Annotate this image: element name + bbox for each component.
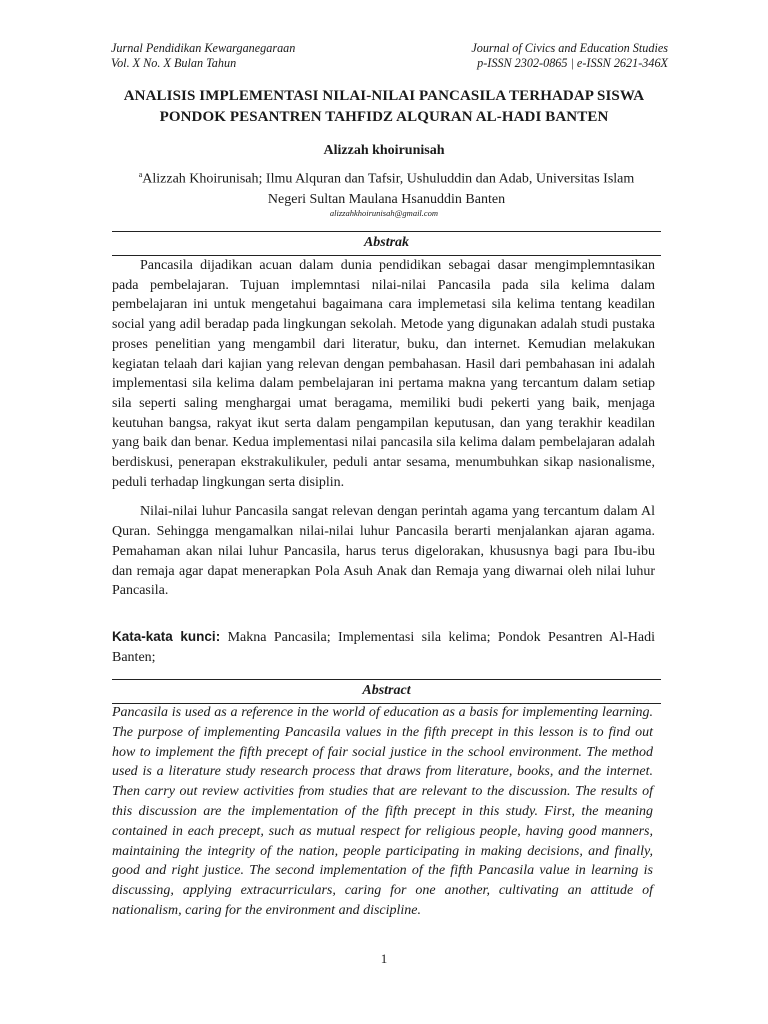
abstrak-top-rule: [112, 231, 661, 232]
abstract-heading: Abstract: [362, 683, 411, 698]
affiliation-line-2: Negeri Sultan Maulana Hsanuddin Banten: [267, 191, 506, 207]
running-header: [111, 41, 668, 71]
abstract-body: Pancasila is used as a reference in the world of education as a basis for implementing learning. The purpose of implementing Pancasila values in the fifth precept in this lesson is to find out how to implement the fifth precept of fair social justice in the school environment. The method used is a literature study research process that draws from literature, books, and the internet. Then carry out review activities from studies that are relevant to the discussion. The results of this discussion are the implementation of the fifth precept in this study. First, the meaning contained in each precept, such as mutual respect for religious people, having good manners, maintaining the integrity of the nation, people participating in making decisions, and finally, good and right justice. The second implementation of the fifth Pancasila value in learning is discussing, applying extracurriculars, caring for one another, cultivating an attitude of nationalism, caring for the environment and discipline.: [112, 705, 653, 918]
abstrak-paragraph-1: Pancasila dijadikan acuan dalam dunia pendidikan sebagai dasar mengimplemntasikan pada pembelajaran. Tujuan implemntasi nilai-nilai Pancasila pada sila kelima dalam pembelajaran ini untuk mengetahui bagaimana cara implemetasi sila kelima tentang keadilan social yang adil beradap pada lingkungan sekolah. Metode yang digunakan adalah studi pustaka proses penelitian yang mengambil dari literatur, buku, dan internet. Kemudian melakukan kegiatan telaah dari kajian yang relevan dengan pembahasan. Hasil dari pembahasan ini adalah implementasi sila kelima dalam pembelajaran ini pertama makna yang tercantum dalam setiap sila seperti saling menghargai umat beragama, memiliki budi pekerti yang baik, menjaga keutuhan bangsa, rakyat ikut serta dalam pengampilan keputusan, dan yang terakhir keadilan yang baik dan benar. Kedua implementasi nilai pancasila sila kelima dalam pembelajaran adalah berdiskusi, penerapan ekstrakulikuler, peduli antar sesama, menumbuhkan sikap nasionalisme, peduli terhadap lingkungan serta disiplin.: [112, 258, 655, 490]
abstract-top-rule: [112, 679, 661, 680]
journal-name-en: Journal of Civics and Education Studies: [471, 41, 668, 55]
issn-info: p-ISSN 2302-0865 | e-ISSN 2621-346X: [477, 56, 668, 70]
author-name: Alizzah khoirunisah: [323, 143, 445, 158]
author-affiliation: [105, 165, 668, 210]
affiliation-line-1: Alizzah Khoirunisah; Ilmu Alquran dan Tafsir, Ushuluddin dan Adab, Universitas Islam: [142, 171, 635, 187]
author-email: alizzahkhoirunisah@gmail.com: [329, 208, 439, 218]
keywords-list: Makna Pancasila; Implementasi sila kelima; Pondok Pesantren Al-Hadi Banten;: [112, 630, 655, 665]
title-line-2: PONDOK PESANTREN TAHFIDZ ALQURAN AL-HADI BANTEN: [159, 109, 609, 125]
journal-name-id: Jurnal Pendidikan Kewarganegaraan: [111, 41, 296, 55]
abstrak-body: [112, 256, 655, 601]
title-line-1: ANALISIS IMPLEMENTASI NILAI-NILAI PANCASILA TERHADAP SISWA: [123, 88, 645, 104]
abstrak-heading: Abstrak: [363, 235, 410, 250]
volume-info: Vol. X No. X Bulan Tahun: [111, 56, 237, 70]
page-number: 1: [380, 951, 388, 966]
paper-title: [100, 86, 668, 128]
keywords-label: Kata-kata kunci:: [112, 629, 221, 644]
abstrak-paragraph-2: Nilai-nilai luhur Pancasila sangat relevan dengan perintah agama yang tercantum dalam Al Quran. Sehingga mengamalkan nilai-nilai luhur Pancasila berarti menjalankan ajaran agama. Pemahaman akan nilai luhur Pancasila, harus terus digelorakan, khususnya bagi para Ibu-ibu dan remaja agar dapat menerapkan Pola Asuh Anak dan Remaja yang diwarnai oleh nilai luhur Pancasila.: [112, 504, 655, 599]
keywords: [112, 627, 655, 668]
affiliation-mark: a: [138, 170, 143, 179]
